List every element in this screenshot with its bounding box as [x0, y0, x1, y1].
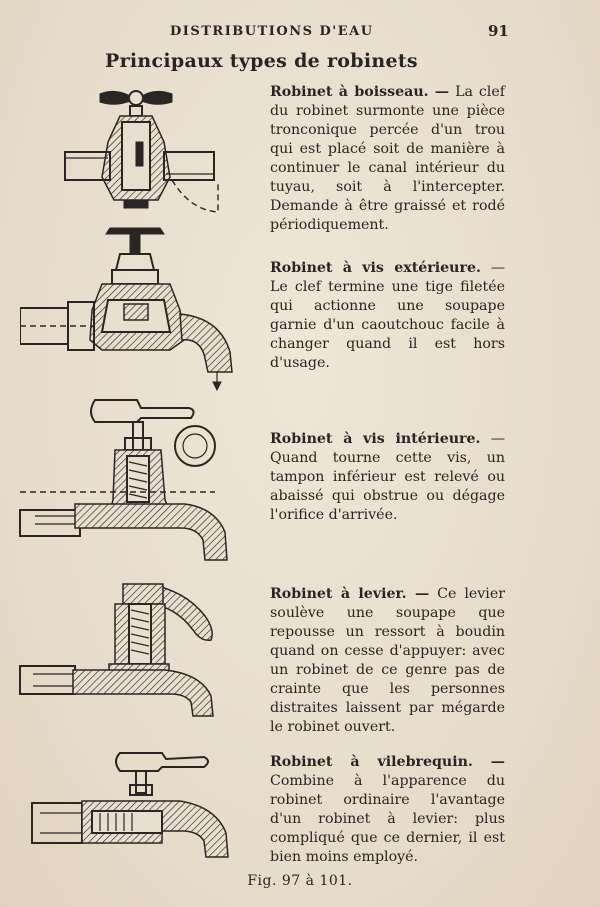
figure-robinet-boisseau [60, 82, 250, 217]
page-number: 91 [488, 22, 509, 40]
running-title: DISTRIBUTIONS D'EAU [170, 24, 374, 39]
entry-robinet-levier [270, 585, 505, 737]
page-title: Principaux types de robinets [105, 50, 418, 72]
entry-robinet-vilebrequin [270, 753, 505, 867]
figure-robinet-vis-interieure [15, 392, 240, 562]
entry-heading: Robinet à vis intérieure. [270, 431, 481, 447]
entry-heading: Robinet à boisseau. — [270, 84, 450, 100]
figure-caption: Fig. 97 à 101. [247, 873, 353, 889]
entry-text: — Quand tourne cette vis, un tampon inférieur est relevé ou abaissé qui obstrue ou dégage l'orifice d'arrivée. [270, 431, 505, 523]
entry-heading: Robinet à vilebrequin. — [270, 754, 505, 770]
figure-robinet-vis-exterieure [20, 222, 240, 392]
entry-robinet-vis-exterieure [270, 259, 505, 373]
entry-robinet-vis-interieure [270, 430, 505, 525]
figure-robinet-vilebrequin [30, 745, 235, 870]
entry-heading: Robinet à levier. — [270, 586, 430, 602]
entry-text: Ce levier soulève une soupape que repousse un ressort à boudin quand on cesse d'appuyer: avec un robinet de ce genre pas de crainte que les personnes distraites laissent par mégarde le robinet ouvert. [270, 586, 505, 735]
entry-text: La clef du robinet surmonte une pièce tronconique percée d'un trou qui est placé soit de manière à continuer le canal intérieur du tuyau, soit à l'intercepter. Demande à être graissé et rodé périodiquement. [270, 84, 505, 233]
entry-robinet-boisseau [270, 83, 505, 235]
entry-text: Combine à l'apparence du robinet ordinaire l'avantage d'un robinet à levier: plus compliqué que ce dernier, il est bien moins employé. [270, 773, 505, 865]
figure-robinet-levier [15, 570, 235, 720]
entry-heading: Robinet à vis extérieure. [270, 260, 481, 276]
entry-text: — Le clef termine une tige filetée qui actionne une soupape garnie d'un caoutchouc facile à changer quand il est hors d'usage. [270, 260, 505, 371]
